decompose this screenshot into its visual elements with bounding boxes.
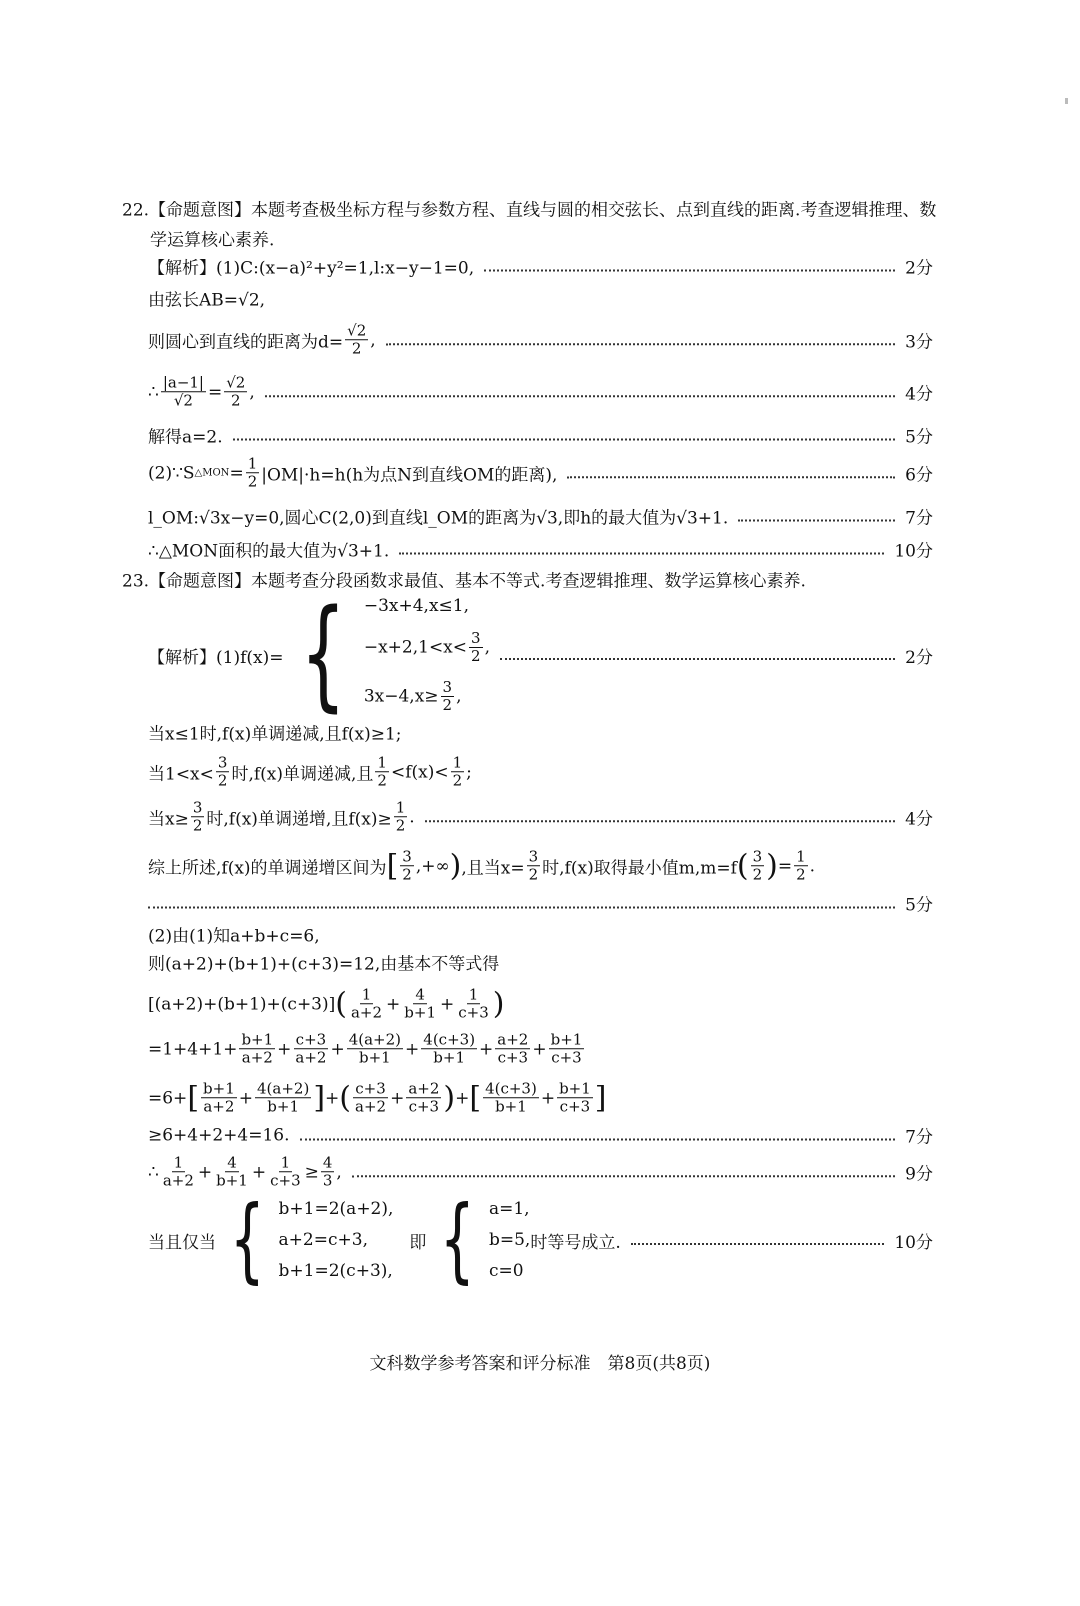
- page-footer: 文科数学参考答案和评分标准 第8页(共8页): [369, 1354, 711, 1374]
- q23-line-11: [148, 1123, 933, 1148]
- q22-line-1: [148, 254, 933, 279]
- fraction: $\frac{√2}{2}$: [347, 321, 367, 358]
- q22-intro-line1: [122, 196, 942, 221]
- q22-step-3-text: 则圆心到直线的距离为d=: [148, 332, 344, 353]
- q23-line-7: [148, 950, 499, 975]
- q23-line-5-score: [148, 891, 933, 916]
- leader-dots: [148, 906, 895, 908]
- score-label: 3分: [905, 332, 933, 353]
- score-label: 2分: [905, 647, 933, 668]
- cases: −3x+4,x≤1, −x+2,1<x< $\frac{3}{2}$ , 3x−4,x≥ $\frac{3}{2}$ ,: [363, 596, 490, 714]
- q23-line-10: =6+ [ $\frac{b+1}{a+2}$ + $\frac{4(a+2)}{b+1}$ ] + ( $\frac{c+3}{a+2}$ + $\frac{a+2}{c+3}$ ) + [ $\frac{4(c+3)}{b+1}$ + $\frac{b+1}{c+3}$ ]: [148, 1079, 607, 1116]
- system-equations: { b+1=2(a+2), a+2=c+3, b+1=2(c+3),: [229, 1186, 394, 1293]
- q23-step-6: (2)由(1)知a+b+c=6,: [148, 926, 320, 947]
- q22-step-5: 解得a=2.: [148, 427, 223, 448]
- q22-line-3: 则圆心到直线的距离为d= $\frac{√2}{2}$ , 3分: [148, 321, 933, 358]
- q23-step-11: ≥6+4+2+4=16.: [148, 1125, 290, 1145]
- fraction: $\frac{|a-1|}{√2}$: [162, 373, 204, 410]
- q23-step-7: 则(a+2)+(b+1)+(c+3)=12,由基本不等式得: [148, 954, 500, 975]
- solution-system: { a=1, b=5, c=0: [440, 1186, 531, 1293]
- score-label: 5分: [905, 427, 933, 448]
- q23-line-1: 【解析】(1)f(x)= { −3x+4,x≤1, −x+2,1<x< $\frac{3}{2}$ , 3x−4,x≥ $\frac{3}{2}$ , 2分: [148, 585, 933, 724]
- q23-line-2: [148, 720, 402, 745]
- score-label: 4分: [905, 384, 933, 405]
- leader-dots: [738, 519, 895, 521]
- q22-step-7: l_OM:√3x−y=0,圆心C(2,0)到直线l_OM的距离为√3,即h的最大值为√3+1.: [148, 508, 729, 529]
- q22-line-6: (2)∵S △MON = $\frac{1}{2}$ |OM|·h=h(h为点N到直线OM的距离), 6分: [148, 454, 933, 491]
- leader-dots: [233, 438, 896, 440]
- q22-step-8: ∴△MON面积的最大值为√3+1.: [148, 541, 390, 562]
- fraction: $\frac{√2}{2}$: [226, 373, 246, 410]
- left-brace: {: [300, 585, 347, 724]
- q23-line-4: 当x≥ $\frac{3}{2}$ 时,f(x)单调递增,且f(x)≥ $\frac{1}{2}$ . 4分: [148, 798, 933, 835]
- leader-dots: [352, 1175, 895, 1177]
- q23-line-3: 当1<x< $\frac{3}{2}$ 时,f(x)单调递减,且 $\frac{1}{2}$ <f(x)< $\frac{1}{2}$ ;: [148, 753, 472, 790]
- q22-intro-line2: [150, 226, 274, 251]
- scan-speck: [1065, 98, 1068, 104]
- leader-dots: [567, 476, 895, 478]
- leader-dots: [500, 658, 895, 660]
- q23-line-6: [148, 922, 320, 947]
- score-label: 10分: [894, 1232, 933, 1253]
- q23-line-8: [(a+2)+(b+1)+(c+3)] ( $\frac{1}{a+2}$ + $\frac{4}{b+1}$ + $\frac{1}{c+3}$ ): [148, 985, 505, 1022]
- q22-line-8: [148, 537, 933, 562]
- score-label: 6分: [905, 465, 933, 486]
- q22-intro-text-1: 22.【命题意图】本题考查极坐标方程与参数方程、直线与圆的相交弦长、点到直线的距离.考查逻辑推理、数: [122, 200, 937, 221]
- leader-dots: [425, 820, 895, 822]
- score-label: 10分: [894, 541, 933, 562]
- leader-dots: [484, 269, 895, 271]
- q23-line-9: =1+4+1+ $\frac{b+1}{a+2}$ + $\frac{c+3}{a+2}$ + $\frac{4(a+2)}{b+1}$ + $\frac{4(c+3)}{b+1}$ + $\frac{a+2}{c+3}$ + $\frac{b+1}{c+3}$: [148, 1030, 583, 1067]
- score-label: 5分: [905, 895, 933, 916]
- q22-line-4: ∴ $\frac{|a-1|}{√2}$ = $\frac{√2}{2}$ , 4分: [148, 373, 933, 410]
- q23-step-2: 当x≤1时,f(x)单调递减,且f(x)≥1;: [148, 724, 402, 745]
- q23-line-12: ∴ $\frac{1}{a+2}$ + $\frac{4}{b+1}$ + $\frac{1}{c+3}$ ≥ $\frac{4}{3}$ , 9分: [148, 1153, 933, 1190]
- score-label: 7分: [905, 508, 933, 529]
- q22-line-7: [148, 504, 933, 529]
- q23-intro-text: 23.【命题意图】本题考查分段函数求最值、基本不等式.考查逻辑推理、数学运算核心素养.: [122, 571, 806, 592]
- leader-dots: [631, 1243, 885, 1245]
- q22-intro-text-2: 学运算核心素养.: [150, 230, 275, 251]
- fraction: $\frac{1}{2}$: [247, 454, 258, 491]
- leader-dots: [386, 343, 896, 345]
- score-label: 7分: [905, 1127, 933, 1148]
- left-brace: {: [229, 1186, 265, 1293]
- leader-dots: [300, 1138, 896, 1140]
- q22-line-5: [148, 423, 933, 448]
- q22-step-2: 由弦长AB=√2,: [148, 290, 266, 311]
- piecewise: [283, 585, 490, 724]
- q23-line-5: 综上所述,f(x)的单调递增区间为 [ $\frac{3}{2}$ ,+∞ ) ,且当x= $\frac{3}{2}$ 时,f(x)取得最小值m,m=f ( $\frac{3}{2}$ ) = $\frac{1}{2}$ .: [148, 847, 816, 884]
- score-label: 9分: [905, 1164, 933, 1185]
- left-brace: {: [440, 1186, 476, 1293]
- score-label: 4分: [905, 809, 933, 830]
- q22-step-1: 【解析】(1)C:(x−a)²+y²=1,l:x−y−1=0,: [148, 258, 475, 279]
- score-label: 2分: [905, 258, 933, 279]
- q22-line-2: [148, 286, 265, 311]
- q23-intro: [122, 567, 806, 592]
- leader-dots: [265, 395, 895, 397]
- q23-line-13: 当且仅当 { b+1=2(a+2), a+2=c+3, b+1=2(c+3), 即 { a=1, b=5, c=0 时等号成立. 10分: [148, 1186, 933, 1293]
- leader-dots: [399, 552, 884, 554]
